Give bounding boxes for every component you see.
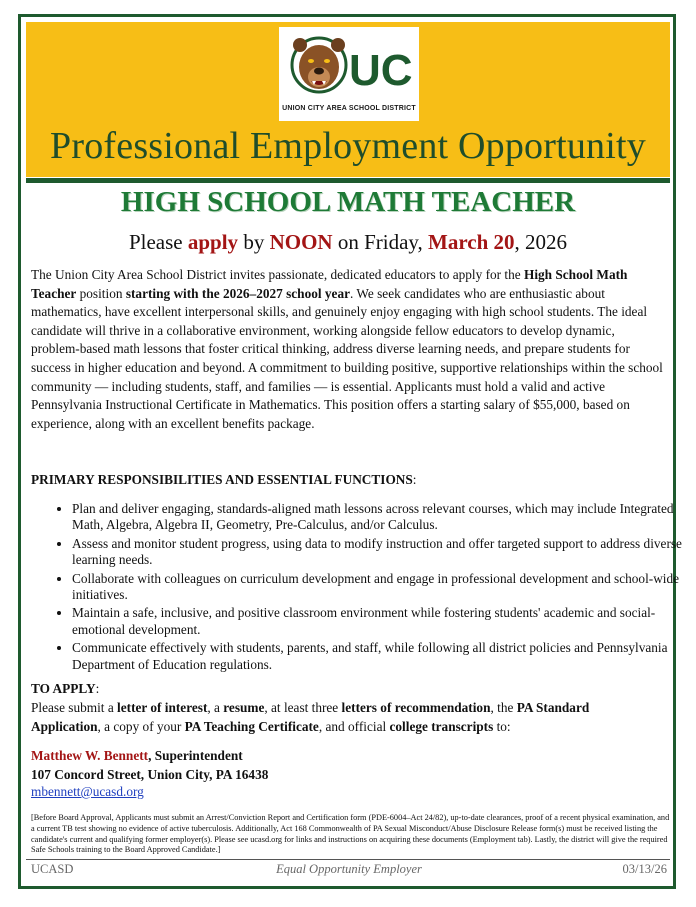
heading-colon: : (95, 681, 100, 696)
responsibilities-heading (31, 472, 417, 488)
page-title: Professional Employment Opportunity (50, 125, 646, 167)
required-document: letter of interest (117, 700, 208, 715)
contact-role: , Superintendent (148, 748, 243, 763)
responsibilities-list (46, 501, 687, 675)
contact-block (31, 746, 268, 784)
deadline-time: NOON (269, 230, 333, 254)
contact-address: 107 Concord Street, Union City, PA 16438 (31, 767, 269, 782)
apply-text: , the (490, 700, 517, 715)
intro-text: . We seek candidates who are enthusiastic about mathematics, have excellent interpersonal skills, and genuinely enjoy engaging with high school students. The ideal candidate will thrive in a collaborative environment, working alongside fellow educators to develop dynamic, problem-based math lessons that foster critical thinking, address diverse learning needs, and prepare students for success in higher education and beyond. A commitment to building positive, supportive relationships within the school community — including students, staff, and families — is essential. Applicants must hold a valid and active Pennsylvania Instructional Certificate in Mathematics. This position offers a starting salary of $55,000, based on experience, along with an excellent benefits package. (31, 285, 663, 431)
required-document: PA Teaching Certificate (184, 718, 319, 734)
deadline-date: March 20 (428, 230, 515, 254)
deadline-text: Please (128, 230, 188, 254)
required-document: college transcripts (389, 718, 494, 734)
apply-text: , a copy of your (97, 718, 185, 734)
apply-heading-text: TO APPLY (31, 681, 96, 696)
intro-start-date: starting with the 2026–2027 school year (125, 285, 350, 301)
application-deadline (26, 230, 670, 255)
list-item: • Communicate effectively with students, parents, and staff, while following all district policies and Pennsylvania Department of Education regulations. (72, 640, 687, 673)
footer-center: Equal Opportunity Employer (276, 862, 422, 876)
footer-divider (26, 859, 670, 860)
required-document: PA Standard Application (31, 700, 590, 734)
logo-monogram: UC (349, 46, 413, 95)
divider (26, 178, 670, 183)
list-item: • Maintain a safe, inclusive, and positive classroom environment while fostering students' academic and social-emotional development. (72, 605, 687, 638)
intro-text: position (76, 285, 126, 301)
intro-paragraph (31, 266, 666, 433)
contact-name: Matthew W. Bennett (31, 748, 149, 763)
apply-text: , and official (318, 718, 390, 734)
footer-left: UCASD (31, 862, 74, 876)
intro-text: The Union City Area School District invites passionate, dedicated educators to apply for the (31, 267, 524, 282)
footer-date: 03/13/26 (622, 862, 667, 876)
required-document: letters of recommendation (341, 700, 491, 715)
deadline-text: on Friday, (332, 230, 429, 254)
apply-text: , at least three (264, 700, 342, 715)
deadline-year: , 2026 (514, 230, 568, 254)
list-item: • Plan and deliver engaging, standards-aligned math lessons across relevant courses, which may include Integrated Math, Algebra, Algebra II, Geometry, Pre-Calculus, and/or Calculus. (72, 501, 687, 534)
contact-person (31, 746, 268, 765)
intro-position: High School Math Teacher (31, 267, 628, 301)
responsibilities-heading-text: PRIMARY RESPONSIBILITIES AND ESSENTIAL FUNCTIONS (31, 472, 413, 487)
heading-colon: : (412, 472, 417, 487)
deadline-apply: apply (187, 230, 239, 254)
list-item: • Assess and monitor student progress, using data to modify instruction and offer targeted support to address diverse learning needs. (72, 536, 687, 569)
job-title: HIGH SCHOOL MATH TEACHER (120, 186, 576, 218)
deadline-text: by (238, 230, 270, 254)
apply-text: to: (493, 718, 511, 734)
apply-text: Please submit a (31, 700, 118, 715)
apply-text: , a (207, 700, 224, 715)
contact-email-link[interactable]: mbennett@ucasd.org (31, 784, 144, 799)
footer (31, 862, 667, 880)
list-item: • Collaborate with colleagues on curriculum development and engage in professional development and school-wide initiatives. (72, 571, 687, 604)
apply-heading (31, 681, 99, 697)
apply-instructions (31, 699, 661, 736)
required-document: resume (223, 700, 265, 715)
fine-print: [Before Board Approval, Applicants must submit an Arrest/Conviction Report and Certification form (PDE-6004–Act 24/82), up-to-date clearances, proof of a recent physical examination, and a current TB test showing no evidence of active tuberculosis. Additionally, Act 168 Commonwealth of PA Sexual Misconduct/Abuse Disclosure Release form(s) must be received listing the candidate's current and qualifying former employer(s). Please see ucasd.org for links and instructions on acquiring these documents (Employment tab). Lastly, the district will give the required Safe Schools training to the Board Approved Candidate.] (31, 813, 670, 855)
logo-caption: UNION CITY AREA SCHOOL DISTRICT (282, 105, 416, 112)
district-logo (279, 27, 419, 121)
